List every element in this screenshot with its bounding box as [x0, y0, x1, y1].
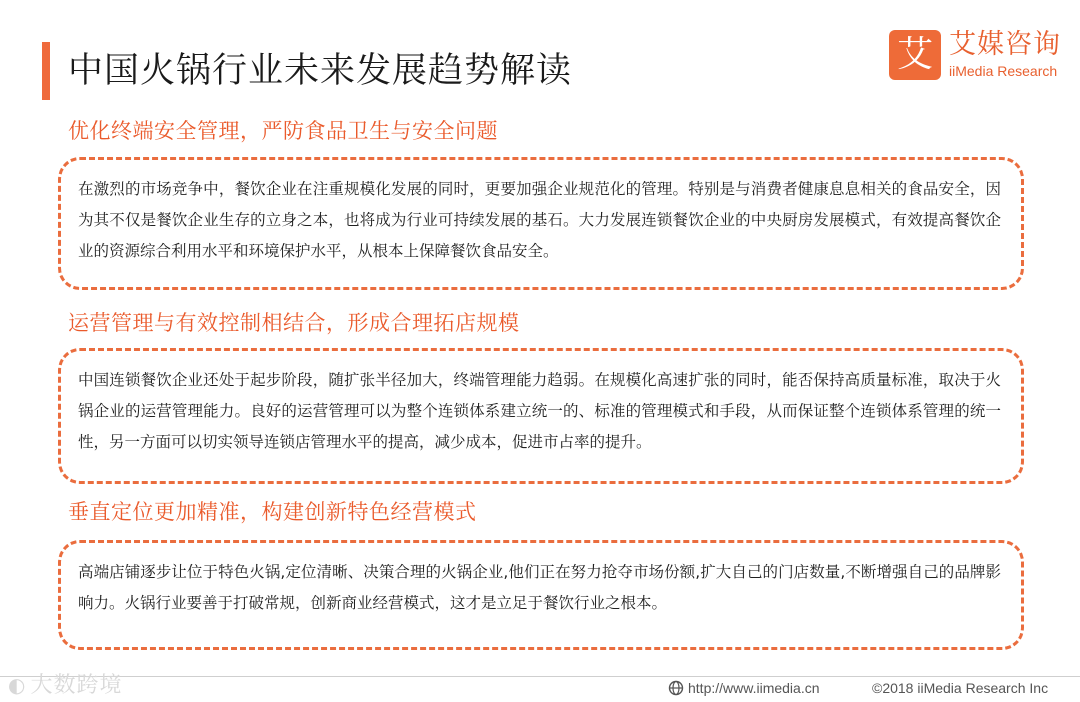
title-accent-bar — [42, 42, 50, 100]
section-box-operations — [58, 348, 1024, 484]
footer-url[interactable] — [668, 679, 820, 697]
watermark — [8, 670, 122, 701]
iimedia-logo-icon: 艾 — [889, 30, 941, 80]
watermark-text: 大数跨境 — [30, 673, 123, 698]
section-text-positioning: 高端店铺逐步让位于特色火锅,定位清晰、决策合理的火锅企业,他们正在努力抢夺市场份额,扩大自己的门店数量,不断增强自己的品牌影响力。火锅行业要善于打破常规，创新商业经营模式，这才是立足于餐饮行业之根本。 — [78, 563, 1001, 612]
section-heading-safety: 优化终端安全管理，严防食品卫生与安全问题 — [68, 119, 498, 143]
section-box-safety — [58, 157, 1024, 290]
iimedia-logo — [889, 30, 1069, 82]
page-title: 中国火锅行业未来发展趋势解读 — [68, 51, 573, 91]
footer-url-text[interactable]: http://www.iimedia.cn — [688, 680, 820, 696]
footer-copyright: ©2018 iiMedia Research Inc — [872, 680, 1049, 696]
logo-name-en: iiMedia Research — [949, 63, 1058, 79]
section-text-safety: 在激烈的市场竞争中，餐饮企业在注重规模化发展的同时，更要加强企业规范化的管理。特别是与消费者健康息息相关的食品安全，因为其不仅是餐饮企业生存的立身之本，也将成为行业可持续发展的基石。大力发展连锁餐饮企业的中央厨房发展模式，有效提高餐饮企业的资源综合利用水平和环境保护水平，从根本上保障餐饮食品安全。 — [78, 180, 1001, 260]
globe-icon — [668, 680, 684, 696]
section-heading-positioning: 垂直定位更加精准，构建创新特色经营模式 — [68, 500, 477, 524]
footer-divider — [0, 676, 1080, 677]
section-box-positioning — [58, 540, 1024, 650]
section-heading-operations: 运营管理与有效控制相结合，形成合理拓店规模 — [68, 311, 520, 335]
wechat-icon: ◐ — [8, 673, 27, 697]
logo-name-cn: 艾媒咨询 — [949, 29, 1061, 60]
section-text-operations: 中国连锁餐饮企业还处于起步阶段，随扩张半径加大，终端管理能力趋弱。在规模化高速扩张的同时，能否保持高质量标准，取决于火锅企业的运营管理能力。良好的运营管理可以为整个连锁体系建立统一的、标准的管理模式和手段，从而保证整个连锁体系管理的统一性，另一方面可以切实领导连锁店管理水平的提高，减少成本，促进市占率的提升。 — [78, 371, 1001, 451]
